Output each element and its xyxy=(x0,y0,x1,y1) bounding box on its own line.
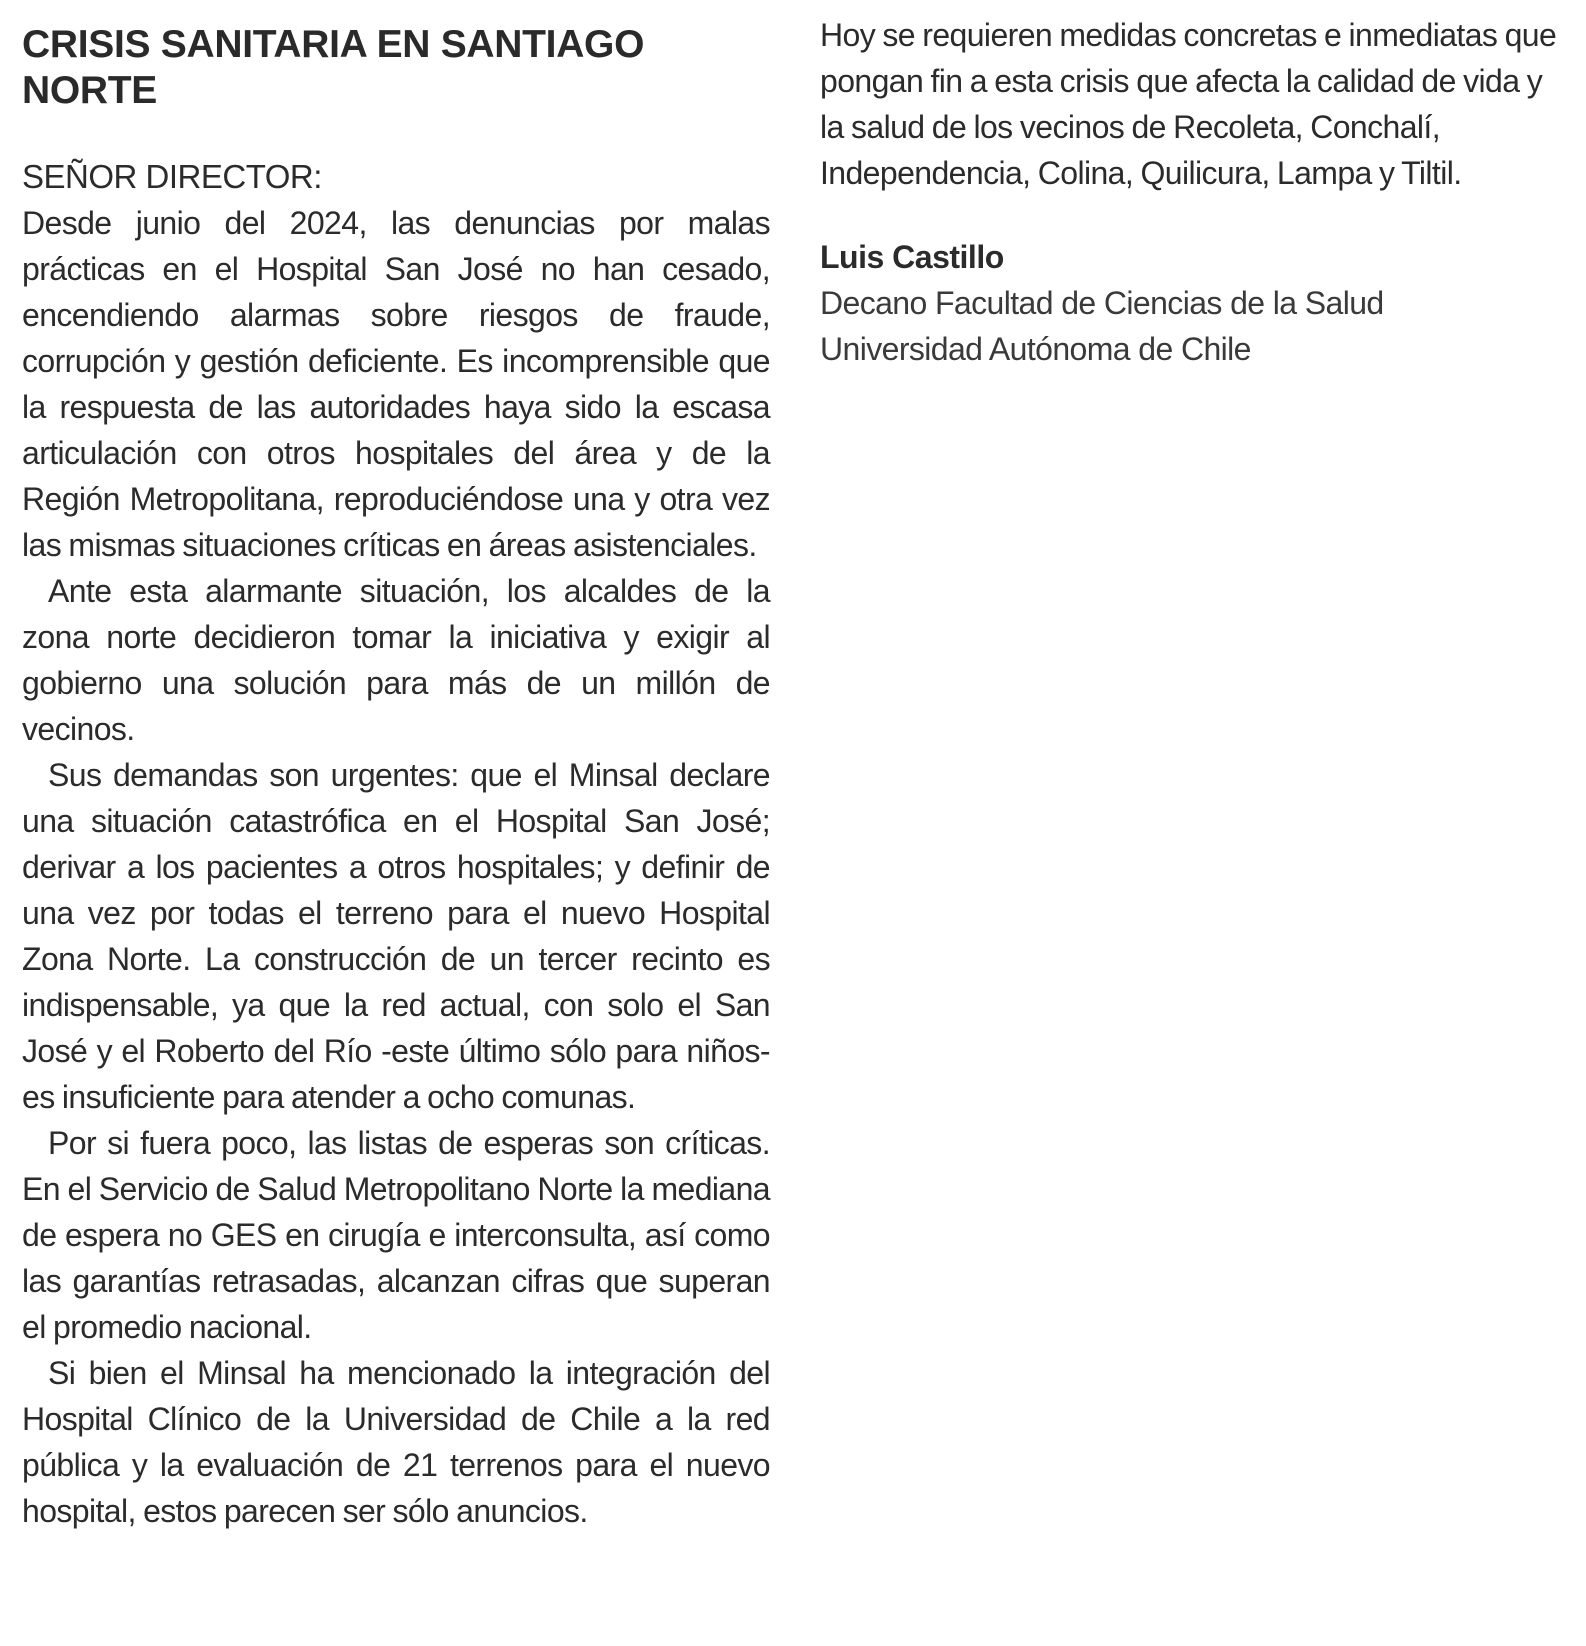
salutation: SEÑOR DIRECTOR: xyxy=(22,158,322,195)
signature-block xyxy=(820,234,1568,372)
body-paragraph-4: Por si fuera poco, las listas de esperas son críticas. En el Servicio de Salud Metropolitano Norte la mediana de espera no GES en cirugía e interconsulta, así como las garantías retrasadas, alcanzan cifras que superan el promedio nacional. xyxy=(22,1125,770,1345)
closing-paragraph: Hoy se requieren medidas concretas e inmediatas que pongan fin a esta crisis que afecta la calidad de vida y la salud de los vecinos de Recoleta, Conchalí, Independencia, Colina, Quilicura, Lampa y Tiltil. xyxy=(820,17,1557,191)
body-paragraph-3: Sus demandas son urgentes: que el Minsal declare una situación catastrófica en el Hospital San José; derivar a los pacientes a otros hospitales; y definir de una vez por todas el terreno para el nuevo Hospital Zona Norte. La construcción de un tercer recinto es indispensable, ya que la red actual, con solo el San José y el Roberto del Río -este último sólo para niños- es insuficiente para atender a ocho comunas. xyxy=(22,757,770,1115)
author-title: Decano Facultad de Ciencias de la Salud xyxy=(820,285,1384,321)
body-paragraph-1: Desde junio del 2024, las denuncias por malas prácticas en el Hospital San José no han cesado, encendiendo alarmas sobre riesgos de fraude, corrupción y gestión deficiente. Es incomprensible que la respuesta de las autoridades haya sido la escasa articulación con otros hospitales del área y de la Región Metropolitana, reproduciéndose una y otra vez las mismas situaciones críticas en áreas asistenciales. xyxy=(22,205,770,563)
headline: CRISIS SANITARIA EN SANTIAGO NORTE xyxy=(22,23,645,112)
author-name: Luis Castillo xyxy=(820,239,1004,275)
author-institution: Universidad Autónoma de Chile xyxy=(820,331,1251,367)
left-column xyxy=(22,12,770,1534)
body-paragraph-5: Si bien el Minsal ha mencionado la integración del Hospital Clínico de la Universidad de Chile a la red pública y la evaluación de 21 terrenos para el nuevo hospital, estos parecen ser sólo anuncios. xyxy=(22,1355,770,1529)
body-paragraph-2: Ante esta alarmante situación, los alcaldes de la zona norte decidieron tomar la iniciativa y exigir al gobierno una solución para más de un millón de vecinos. xyxy=(22,573,770,747)
right-column xyxy=(820,12,1568,372)
